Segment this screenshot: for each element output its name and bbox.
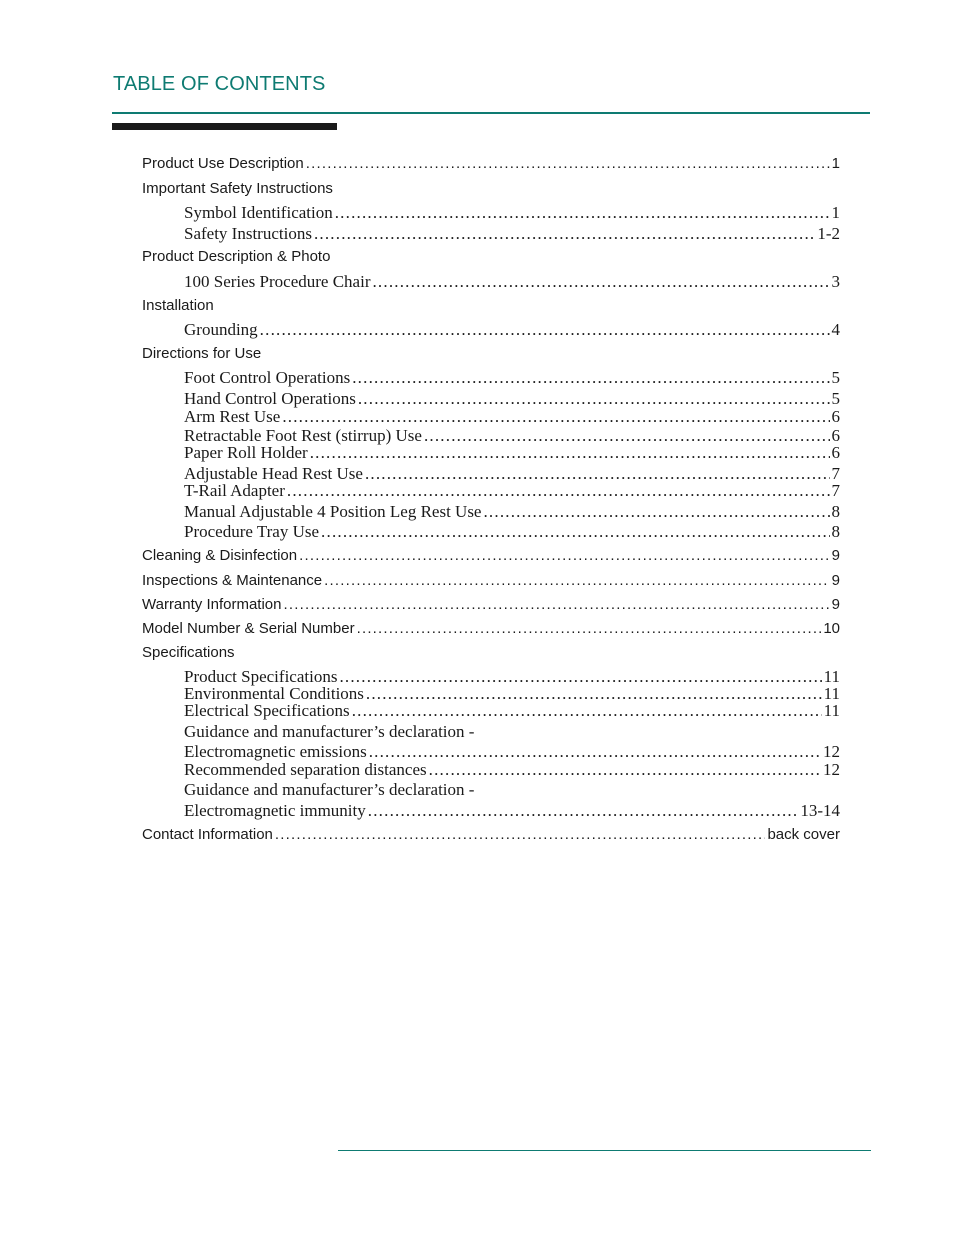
toc-entry-page: 9	[831, 596, 840, 613]
toc-leader-dots	[310, 443, 830, 463]
toc-entry-label: Inspections & Maintenance	[142, 572, 323, 589]
toc-entry[interactable]	[142, 297, 840, 314]
toc-entry-page: 1	[831, 155, 840, 172]
toc-leader-dots	[306, 155, 830, 172]
toc-entry-label: Guidance and manufacturer’s declaration -	[184, 722, 475, 741]
toc-entry-page: 7	[831, 464, 840, 483]
footer-rule	[338, 1150, 871, 1151]
toc-entry-label: Product Use Description	[142, 155, 304, 172]
toc-entry[interactable]	[142, 826, 840, 843]
toc-entry[interactable]	[184, 502, 840, 522]
toc-leader-dots	[287, 481, 830, 501]
toc-entry-label: Retractable Foot Rest (stirrup) Use	[184, 426, 422, 445]
toc-entry-label: Foot Control Operations	[184, 368, 351, 387]
toc-entry-page: 8	[831, 522, 840, 541]
toc-entry[interactable]	[184, 443, 840, 463]
toc-entry-page: 5	[831, 368, 840, 387]
toc-entry[interactable]	[184, 780, 840, 800]
toc-entry-page: 10	[823, 620, 840, 637]
toc-entry-label: Model Number & Serial Number	[142, 620, 355, 637]
toc-entry[interactable]	[184, 224, 840, 244]
toc-entry-page: 12	[823, 760, 840, 779]
toc-entry-page: 5	[831, 389, 840, 408]
toc-entry-label: Warranty Information	[142, 596, 282, 613]
toc-entry[interactable]	[142, 572, 840, 589]
toc-leader-dots	[321, 522, 829, 542]
toc-entry[interactable]	[184, 389, 840, 409]
toc-leader-dots	[357, 620, 822, 637]
toc-entry-page: 4	[831, 320, 840, 339]
toc-leader-dots	[275, 826, 766, 843]
toc-entry-page: 9	[831, 572, 840, 589]
toc-entry-page: 12	[823, 742, 840, 761]
toc-entry[interactable]	[142, 644, 840, 661]
toc-leader-dots	[483, 502, 829, 522]
toc-entry[interactable]	[184, 742, 840, 762]
toc-entry-label: Procedure Tray Use	[184, 522, 320, 541]
toc-entry-label: Manual Adjustable 4 Position Leg Rest Use	[184, 502, 482, 521]
toc-entry[interactable]	[184, 368, 840, 388]
toc-entry-label: Guidance and manufacturer’s declaration -	[184, 780, 475, 799]
toc-entry-label: Specifications	[142, 644, 235, 661]
toc-entry[interactable]	[142, 155, 840, 172]
toc-entry-page: 11	[823, 667, 840, 686]
toc-entry-page: 6	[831, 443, 840, 462]
toc-entry-label: Recommended separation distances	[184, 760, 427, 779]
toc-entry[interactable]	[184, 701, 840, 721]
toc-entry-label: Product Description & Photo	[142, 248, 331, 265]
toc-entry-label: Symbol Identification	[184, 203, 333, 222]
toc-entry-label: Product Specifications	[184, 667, 338, 686]
toc-leader-dots	[352, 701, 822, 721]
toc-entry[interactable]	[184, 203, 840, 223]
toc-entry[interactable]	[184, 272, 840, 292]
page-title: TABLE OF CONTENTS	[113, 73, 326, 95]
toc-leader-dots	[352, 368, 829, 388]
toc-entry-page: 11	[823, 701, 840, 720]
toc-entry-label: Arm Rest Use	[184, 407, 281, 426]
toc-entry-label: Hand Control Operations	[184, 389, 356, 408]
toc-entry[interactable]	[142, 248, 840, 265]
toc-entry-page: 1	[831, 203, 840, 222]
toc-entry[interactable]	[184, 722, 840, 742]
toc-entry-label: Environmental Conditions	[184, 684, 364, 703]
toc-entry[interactable]	[184, 407, 840, 427]
toc-entry-label: Contact Information	[142, 826, 273, 843]
toc-leader-dots	[368, 801, 799, 821]
toc-entry-page: 6	[831, 407, 840, 426]
toc-entry[interactable]	[184, 522, 840, 542]
toc-entry-page: 6	[831, 426, 840, 445]
toc-entry-page: back cover	[767, 826, 840, 843]
toc-entry-label: Cleaning & Disinfection	[142, 547, 298, 564]
toc-entry-page: 13-14	[800, 801, 840, 820]
toc-entry-label: Directions for Use	[142, 345, 262, 362]
toc-leader-dots	[324, 572, 830, 589]
toc-entry-label: 100 Series Procedure Chair	[184, 272, 371, 291]
toc-entry[interactable]	[184, 801, 840, 821]
toc-leader-dots	[284, 596, 830, 613]
toc-entry-label: Electromagnetic emissions	[184, 742, 367, 761]
toc-entry-page: 8	[831, 502, 840, 521]
toc-entry-label: Electromagnetic immunity	[184, 801, 366, 820]
toc-entry[interactable]	[184, 320, 840, 340]
toc-entry-label: Grounding	[184, 320, 258, 339]
toc-leader-dots	[314, 224, 815, 244]
toc-leader-dots	[429, 760, 821, 780]
toc-entry[interactable]	[142, 620, 840, 637]
toc-entry-label: Paper Roll Holder	[184, 443, 308, 462]
toc-leader-dots	[299, 547, 830, 564]
toc-entry-label: Electrical Specifications	[184, 701, 350, 720]
toc-leader-dots	[358, 389, 830, 409]
toc-entry-page: 1-2	[817, 224, 840, 243]
toc-entry-page: 11	[823, 684, 840, 703]
toc-entry-label: Important Safety Instructions	[142, 180, 333, 197]
toc-entry[interactable]	[184, 760, 840, 780]
toc-leader-dots	[372, 272, 829, 292]
toc-entry[interactable]	[142, 547, 840, 564]
toc-entry[interactable]	[142, 345, 840, 362]
toc-entry-label: Adjustable Head Rest Use	[184, 464, 363, 483]
toc-entry[interactable]	[184, 481, 840, 501]
toc-entry-label: Installation	[142, 297, 214, 314]
toc-leader-dots	[335, 203, 830, 223]
toc-entry[interactable]	[142, 596, 840, 613]
toc-leader-dots	[260, 320, 830, 340]
toc-entry-page: 9	[831, 547, 840, 564]
toc-entry-label: T-Rail Adapter	[184, 481, 285, 500]
toc-entry-page: 3	[831, 272, 840, 291]
toc-entry[interactable]	[142, 180, 840, 197]
toc-leader-dots	[282, 407, 829, 427]
toc-entry-page: 7	[831, 481, 840, 500]
toc-leader-dots	[369, 742, 821, 762]
toc-entry-label: Safety Instructions	[184, 224, 312, 243]
